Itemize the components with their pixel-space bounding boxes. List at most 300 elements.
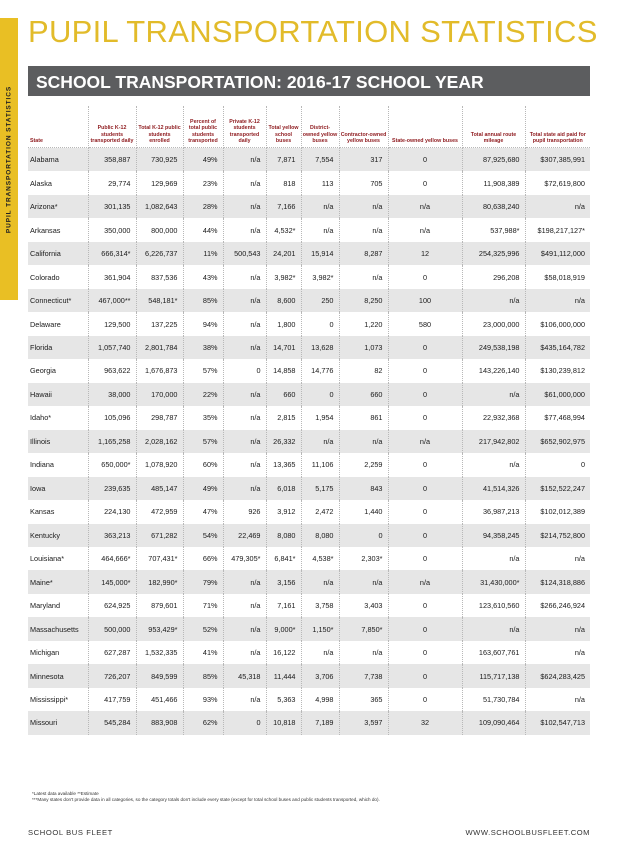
cell-state-aid: n/a — [574, 648, 585, 658]
cell-contractor-owned: n/a — [339, 570, 388, 593]
cell-total-buses: 16,122 — [266, 641, 301, 664]
cell-total-enrolled: 137,225 — [136, 312, 183, 335]
cell-state-owned: n/a — [388, 570, 462, 593]
table-row — [28, 477, 590, 500]
cell-state-aid: $624,283,425 — [525, 664, 590, 687]
table-row — [28, 453, 590, 476]
cell-private-transported: 500,543 — [223, 242, 266, 265]
cell-private-transported: n/a — [223, 312, 266, 335]
cell-district-owned: 1,954 — [301, 406, 339, 429]
cell-contractor-owned: 861 — [339, 406, 388, 429]
column-header-contractor-owned: Contractor-owned yellow buses — [339, 106, 388, 148]
cell-contractor-owned: 7,738 — [339, 664, 388, 687]
table-row — [28, 430, 590, 453]
cell-public-transported: 358,887 — [88, 148, 136, 172]
cell-percent-transported: 94% — [183, 312, 223, 335]
cell-state: Massachusetts — [28, 617, 88, 640]
table-row — [28, 617, 590, 640]
footer-website: WWW.SCHOOLBUSFLEET.COM — [465, 828, 590, 837]
column-header-total-buses: Total yellow school buses — [266, 106, 301, 148]
cell-public-transported: 29,774 — [88, 171, 136, 194]
cell-contractor-owned: 365 — [339, 688, 388, 711]
table-row — [28, 711, 590, 734]
cell-percent-transported: 66% — [183, 547, 223, 570]
cell-contractor-owned: n/a — [339, 195, 388, 218]
column-header-district-owned: District-owned yellow buses — [301, 106, 339, 148]
table-row — [28, 688, 590, 711]
column-header-state-owned: State-owned yellow buses — [388, 106, 462, 148]
cell-state: Alabama — [28, 148, 88, 172]
table-row — [28, 242, 590, 265]
cell-state-aid: n/a — [525, 617, 590, 640]
cell-total-buses: 6,018 — [266, 477, 301, 500]
cell-state-owned: 0 — [388, 406, 462, 429]
table-row — [28, 171, 590, 194]
cell-total-enrolled: 2,801,784 — [136, 336, 183, 359]
cell-route-mileage: 22,932,368 — [462, 406, 525, 429]
cell-total-buses: 4,532* — [266, 218, 301, 241]
cell-total-buses: 9,000* — [266, 617, 301, 640]
cell-district-owned: n/a — [301, 570, 339, 593]
cell-total-enrolled: 6,226,737 — [136, 242, 183, 265]
cell-private-transported: n/a — [223, 171, 266, 194]
cell-total-enrolled: 730,925 — [136, 148, 183, 172]
cell-public-transported: 350,000 — [88, 218, 136, 241]
cell-district-owned: 7,554 — [301, 148, 339, 172]
cell-total-buses: 7,166 — [266, 195, 301, 218]
cell-district-owned: 7,189 — [301, 711, 339, 734]
cell-total-enrolled: 170,000 — [136, 383, 183, 406]
table-title: SCHOOL TRANSPORTATION: 2016-17 SCHOOL YEAR — [36, 72, 484, 92]
cell-public-transported: 726,207 — [88, 664, 136, 687]
cell-state-aid: $214,752,800 — [525, 524, 590, 547]
cell-private-transported: 45,318 — [223, 664, 266, 687]
cell-percent-transported: 22% — [183, 383, 223, 406]
cell-total-enrolled: 1,532,335 — [136, 641, 183, 664]
table-row — [28, 594, 590, 617]
cell-route-mileage: n/a — [462, 289, 525, 312]
cell-percent-transported: 49% — [183, 477, 223, 500]
table-row — [28, 524, 590, 547]
cell-route-mileage: 94,358,245 — [462, 524, 525, 547]
table-row — [28, 547, 590, 570]
table-row — [28, 570, 590, 593]
cell-total-buses: 10,818 — [266, 711, 301, 734]
cell-total-enrolled: 485,147 — [136, 477, 183, 500]
cell-state-owned: 0 — [388, 524, 462, 547]
cell-total-enrolled: 451,466 — [136, 688, 183, 711]
column-header-public-transported: Public K-12 students transported daily — [88, 106, 136, 148]
cell-total-buses: 26,332 — [266, 430, 301, 453]
table-row — [28, 336, 590, 359]
table-title-banner — [28, 66, 590, 96]
cell-route-mileage: n/a — [462, 453, 525, 476]
cell-public-transported: 650,000* — [88, 453, 136, 476]
cell-public-transported: 361,904 — [88, 265, 136, 288]
cell-private-transported: n/a — [223, 430, 266, 453]
cell-public-transported: 105,096 — [88, 406, 136, 429]
cell-contractor-owned: 8,250 — [339, 289, 388, 312]
cell-state: Michigan — [28, 641, 88, 664]
cell-district-owned: 15,914 — [301, 242, 339, 265]
table-header-row — [28, 106, 590, 148]
cell-contractor-owned: 3,403 — [339, 594, 388, 617]
cell-private-transported: n/a — [223, 148, 266, 172]
cell-route-mileage: 163,607,761 — [462, 641, 525, 664]
cell-private-transported: n/a — [223, 336, 266, 359]
cell-state: Colorado — [28, 265, 88, 288]
cell-state-aid: $77,468,994 — [544, 413, 585, 423]
cell-total-enrolled: 182,990* — [136, 570, 183, 593]
cell-state: Arizona* — [28, 195, 88, 218]
cell-percent-transported: 52% — [183, 617, 223, 640]
cell-route-mileage: 537,988* — [462, 218, 525, 241]
column-header-private-transported: Private K-12 students transported daily — [223, 106, 266, 148]
cell-private-transported: n/a — [223, 265, 266, 288]
cell-total-enrolled: 671,282 — [136, 524, 183, 547]
cell-contractor-owned: 8,287 — [339, 242, 388, 265]
cell-state-owned: 0 — [388, 688, 462, 711]
cell-total-enrolled: 472,959 — [136, 500, 183, 523]
table-row — [28, 195, 590, 218]
cell-percent-transported: 49% — [183, 148, 223, 172]
cell-state: Delaware — [28, 312, 88, 335]
cell-percent-transported: 60% — [183, 453, 223, 476]
cell-route-mileage: 23,000,000 — [462, 312, 525, 335]
cell-public-transported: 417,759 — [88, 688, 136, 711]
cell-percent-transported: 85% — [183, 664, 223, 687]
page-title: PUPIL TRANSPORTATION STATISTICS — [28, 14, 598, 49]
cell-public-transported: 467,000** — [88, 289, 136, 312]
cell-state-aid: $435,164,782 — [525, 336, 590, 359]
cell-route-mileage: 254,325,996 — [462, 242, 525, 265]
cell-route-mileage: 31,430,000* — [462, 570, 525, 593]
cell-state-owned: 100 — [388, 289, 462, 312]
cell-state: Florida — [28, 336, 88, 359]
table-row — [28, 664, 590, 687]
cell-state-aid: $72,619,800 — [544, 178, 585, 188]
cell-private-transported: 926 — [223, 500, 266, 523]
cell-private-transported: 479,305* — [223, 547, 266, 570]
cell-public-transported: 38,000 — [88, 383, 136, 406]
cell-total-buses: 3,912 — [266, 500, 301, 523]
cell-total-enrolled: 800,000 — [136, 218, 183, 241]
cell-percent-transported: 44% — [183, 218, 223, 241]
cell-percent-transported: 71% — [183, 594, 223, 617]
cell-contractor-owned: 843 — [339, 477, 388, 500]
cell-percent-transported: 85% — [183, 289, 223, 312]
cell-total-buses: 1,800 — [266, 312, 301, 335]
cell-state: Alaska — [28, 171, 88, 194]
cell-total-enrolled: 879,601 — [136, 594, 183, 617]
cell-total-enrolled: 837,536 — [136, 265, 183, 288]
cell-district-owned: 2,472 — [301, 500, 339, 523]
cell-percent-transported: 62% — [183, 711, 223, 734]
cell-state-owned: 32 — [388, 711, 462, 734]
cell-total-buses: 11,444 — [266, 664, 301, 687]
cell-route-mileage: 109,090,464 — [462, 711, 525, 734]
cell-route-mileage: 36,987,213 — [462, 500, 525, 523]
section-tab — [0, 18, 18, 300]
cell-private-transported: n/a — [223, 289, 266, 312]
cell-total-buses: 7,871 — [266, 148, 301, 172]
cell-state-owned: n/a — [388, 195, 462, 218]
cell-district-owned: 14,776 — [301, 359, 339, 382]
cell-percent-transported: 38% — [183, 336, 223, 359]
cell-state: Missouri — [28, 711, 88, 734]
cell-public-transported: 129,500 — [88, 312, 136, 335]
cell-state: Illinois — [28, 430, 88, 453]
cell-state-owned: 0 — [388, 547, 462, 570]
footnote-estimate: *Latest data available **Estimate — [32, 791, 99, 796]
cell-district-owned: 1,150* — [301, 617, 339, 640]
cell-state: Hawaii — [28, 383, 88, 406]
cell-route-mileage: 249,538,198 — [462, 336, 525, 359]
cell-public-transported: 666,314* — [88, 242, 136, 265]
cell-contractor-owned: 7,850* — [339, 617, 388, 640]
cell-percent-transported: 57% — [183, 430, 223, 453]
cell-state: Kansas — [28, 500, 88, 523]
cell-state-owned: n/a — [388, 218, 462, 241]
cell-public-transported: 464,666* — [88, 547, 136, 570]
cell-contractor-owned: 660 — [339, 383, 388, 406]
cell-public-transported: 145,000* — [88, 570, 136, 593]
cell-total-buses: 24,201 — [266, 242, 301, 265]
cell-total-buses: 5,363 — [266, 688, 301, 711]
cell-state: Mississippi* — [28, 688, 88, 711]
cell-state-owned: 0 — [388, 265, 462, 288]
cell-total-buses: 8,080 — [266, 524, 301, 547]
cell-route-mileage: 217,942,802 — [462, 430, 525, 453]
cell-total-buses: 3,982* — [266, 265, 301, 288]
cell-route-mileage: 296,208 — [462, 265, 525, 288]
transportation-table — [28, 106, 590, 735]
table-row — [28, 265, 590, 288]
column-header-percent-transported: Percent of total public students transported — [183, 106, 223, 148]
cell-percent-transported: 54% — [183, 524, 223, 547]
cell-private-transported: 22,469 — [223, 524, 266, 547]
cell-route-mileage: n/a — [462, 617, 525, 640]
cell-district-owned: 0 — [301, 312, 339, 335]
cell-route-mileage: 87,925,680 — [462, 148, 525, 172]
cell-private-transported: n/a — [223, 195, 266, 218]
cell-state: Idaho* — [28, 406, 88, 429]
cell-state-aid: $102,547,713 — [525, 711, 590, 734]
cell-private-transported: 0 — [223, 359, 266, 382]
cell-public-transported: 963,622 — [88, 359, 136, 382]
cell-total-buses: 3,156 — [266, 570, 301, 593]
cell-public-transported: 1,165,258 — [88, 430, 136, 453]
cell-total-enrolled: 1,676,873 — [136, 359, 183, 382]
cell-state: California — [28, 242, 88, 265]
cell-state-owned: 0 — [388, 641, 462, 664]
cell-private-transported: n/a — [223, 641, 266, 664]
cell-route-mileage: 80,638,240 — [462, 195, 525, 218]
cell-contractor-owned: 317 — [339, 148, 388, 172]
cell-state-owned: 0 — [388, 148, 462, 172]
cell-private-transported: n/a — [223, 218, 266, 241]
cell-state-aid: $491,112,000 — [525, 242, 590, 265]
cell-district-owned: n/a — [301, 218, 339, 241]
cell-state-owned: 0 — [388, 453, 462, 476]
cell-public-transported: 624,925 — [88, 594, 136, 617]
cell-state-owned: 0 — [388, 359, 462, 382]
column-header-route-mileage: Total annual route mileage — [462, 106, 525, 148]
cell-district-owned: 5,175 — [301, 477, 339, 500]
cell-state-aid: $61,000,000 — [525, 383, 590, 406]
table-row — [28, 641, 590, 664]
cell-total-buses: 660 — [266, 383, 301, 406]
cell-route-mileage: 41,514,326 — [462, 477, 525, 500]
cell-contractor-owned: 82 — [339, 359, 388, 382]
cell-state: Maine* — [28, 570, 88, 593]
cell-public-transported: 627,287 — [88, 641, 136, 664]
cell-percent-transported: 79% — [183, 570, 223, 593]
cell-district-owned: n/a — [301, 430, 339, 453]
cell-state-aid: $106,000,000 — [540, 319, 585, 329]
cell-total-buses: 7,161 — [266, 594, 301, 617]
cell-total-enrolled: 1,082,643 — [136, 195, 183, 218]
cell-state-owned: 0 — [388, 500, 462, 523]
cell-private-transported: n/a — [223, 617, 266, 640]
cell-private-transported: n/a — [223, 453, 266, 476]
cell-state-owned: 0 — [388, 594, 462, 617]
cell-public-transported: 545,284 — [88, 711, 136, 734]
cell-route-mileage: 51,730,784 — [462, 688, 525, 711]
cell-district-owned: 3,758 — [301, 594, 339, 617]
cell-total-enrolled: 548,181* — [136, 289, 183, 312]
cell-state-owned: 0 — [388, 617, 462, 640]
cell-state-aid: $307,385,991 — [525, 148, 590, 172]
cell-route-mileage: n/a — [462, 547, 525, 570]
cell-total-buses: 8,600 — [266, 289, 301, 312]
cell-contractor-owned: 3,597 — [339, 711, 388, 734]
cell-route-mileage: 11,908,389 — [462, 171, 525, 194]
cell-private-transported: n/a — [223, 570, 266, 593]
cell-district-owned: 8,080 — [301, 524, 339, 547]
cell-state-aid: 0 — [580, 460, 585, 470]
cell-state-owned: 0 — [388, 171, 462, 194]
cell-percent-transported: 93% — [183, 688, 223, 711]
cell-state: Minnesota — [28, 664, 88, 687]
cell-contractor-owned: n/a — [339, 430, 388, 453]
cell-percent-transported: 35% — [183, 406, 223, 429]
cell-state-aid: $124,318,886 — [525, 570, 590, 593]
cell-public-transported: 239,635 — [88, 477, 136, 500]
cell-state-owned: 0 — [388, 664, 462, 687]
cell-state: Louisiana* — [28, 547, 88, 570]
column-header-total-enrolled: Total K-12 public students enrolled — [136, 106, 183, 148]
cell-route-mileage: 123,610,560 — [462, 594, 525, 617]
cell-private-transported: n/a — [223, 477, 266, 500]
table-row — [28, 406, 590, 429]
cell-total-buses: 6,841* — [266, 547, 301, 570]
cell-total-enrolled: 849,599 — [136, 664, 183, 687]
cell-percent-transported: 57% — [183, 359, 223, 382]
cell-contractor-owned: n/a — [339, 265, 388, 288]
cell-state-aid: n/a — [574, 695, 585, 705]
cell-total-enrolled: 953,429* — [136, 617, 183, 640]
cell-state-aid: $266,246,924 — [540, 601, 585, 611]
cell-state: Georgia — [28, 359, 88, 382]
cell-state-owned: 0 — [388, 477, 462, 500]
cell-total-buses: 14,858 — [266, 359, 301, 382]
cell-district-owned: n/a — [301, 641, 339, 664]
cell-private-transported: 0 — [223, 711, 266, 734]
cell-district-owned: 4,998 — [301, 688, 339, 711]
cell-state-aid: $652,902,975 — [525, 430, 590, 453]
cell-state: Connecticut* — [28, 289, 88, 312]
cell-percent-transported: 41% — [183, 641, 223, 664]
footnote-category-totals: ***Many states don't provide data in all categories, so the category totals don't include every state (except for total school buses and public students transported, which do). — [32, 797, 380, 802]
cell-district-owned: 13,628 — [301, 336, 339, 359]
cell-state-aid: n/a — [574, 554, 585, 564]
cell-contractor-owned: 1,440 — [339, 500, 388, 523]
cell-private-transported: n/a — [223, 688, 266, 711]
cell-state-owned: 580 — [388, 312, 462, 335]
cell-total-enrolled: 707,431* — [136, 547, 183, 570]
cell-state-aid: $198,217,127* — [537, 225, 585, 235]
cell-state-aid: $102,012,389 — [540, 507, 585, 517]
cell-district-owned: 3,982* — [301, 265, 339, 288]
cell-public-transported: 500,000 — [88, 617, 136, 640]
cell-state: Iowa — [28, 477, 88, 500]
cell-total-enrolled: 129,969 — [136, 171, 183, 194]
cell-percent-transported: 43% — [183, 265, 223, 288]
cell-district-owned: 4,538* — [301, 547, 339, 570]
table-row — [28, 500, 590, 523]
cell-district-owned: 11,106 — [301, 453, 339, 476]
cell-public-transported: 301,135 — [88, 195, 136, 218]
cell-total-buses: 818 — [266, 171, 301, 194]
cell-public-transported: 224,130 — [88, 500, 136, 523]
cell-total-buses: 14,701 — [266, 336, 301, 359]
cell-district-owned: 250 — [301, 289, 339, 312]
cell-contractor-owned: n/a — [339, 641, 388, 664]
cell-route-mileage: n/a — [462, 383, 525, 406]
cell-district-owned: 113 — [301, 171, 339, 194]
column-header-state: State — [28, 106, 88, 148]
cell-state-owned: 0 — [388, 383, 462, 406]
cell-percent-transported: 23% — [183, 171, 223, 194]
cell-contractor-owned: 705 — [339, 171, 388, 194]
cell-district-owned: n/a — [301, 195, 339, 218]
cell-public-transported: 363,213 — [88, 524, 136, 547]
cell-route-mileage: 143,226,140 — [462, 359, 525, 382]
cell-total-enrolled: 1,078,920 — [136, 453, 183, 476]
cell-state-owned: n/a — [388, 430, 462, 453]
cell-contractor-owned: 2,259 — [339, 453, 388, 476]
cell-contractor-owned: 2,303* — [339, 547, 388, 570]
cell-state: Maryland — [28, 594, 88, 617]
cell-total-buses: 13,365 — [266, 453, 301, 476]
cell-contractor-owned: n/a — [339, 218, 388, 241]
cell-state-aid: $130,239,812 — [540, 366, 585, 376]
table-row — [28, 383, 590, 406]
cell-private-transported: n/a — [223, 383, 266, 406]
cell-total-buses: 2,815 — [266, 406, 301, 429]
cell-state-aid: n/a — [525, 289, 590, 312]
cell-total-enrolled: 2,028,162 — [136, 430, 183, 453]
cell-total-enrolled: 883,908 — [136, 711, 183, 734]
cell-state: Indiana — [28, 453, 88, 476]
cell-route-mileage: 115,717,138 — [462, 664, 525, 687]
cell-state: Kentucky — [28, 524, 88, 547]
cell-percent-transported: 11% — [183, 242, 223, 265]
cell-private-transported: n/a — [223, 406, 266, 429]
section-tab-label: PUPIL TRANSPORTATION STATISTICS — [5, 85, 13, 234]
cell-contractor-owned: 1,220 — [339, 312, 388, 335]
